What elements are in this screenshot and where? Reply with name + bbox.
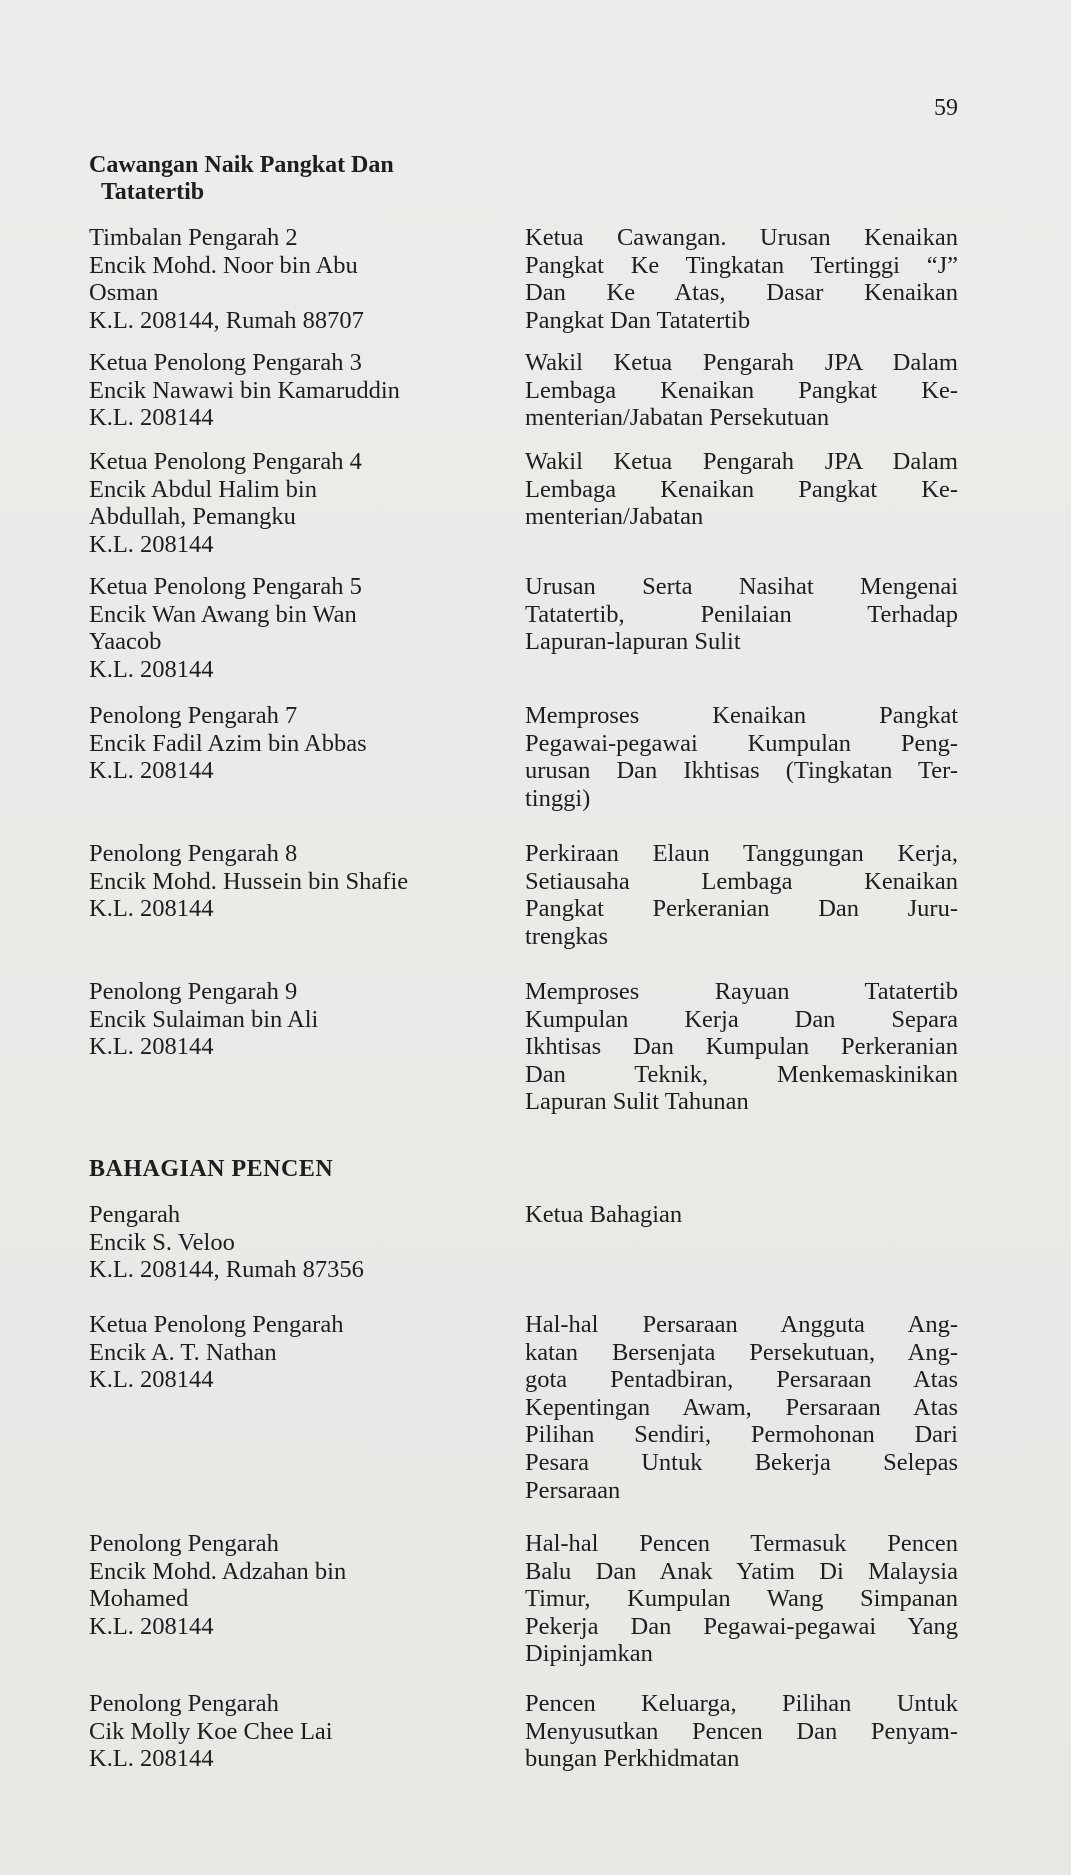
duty-line: Ketua Bahagian (525, 1201, 683, 1228)
duty-line: Pangkat Perkeranian Dan Juru- (525, 895, 958, 923)
entry-duties (525, 840, 958, 950)
officer-name: Encik Mohd. Hussein bin Shafie (89, 867, 409, 895)
officer-name: Encik Mohd. Adzahan bin (89, 1557, 347, 1585)
officer-title: Penolong Pengarah 7 (89, 702, 298, 729)
duty-line: Wakil Ketua Pengarah JPA Dalam (525, 349, 958, 376)
duty-line: Memproses Rayuan Tatatertib (525, 978, 958, 1005)
entry-officer (89, 840, 489, 923)
officer-title: Penolong Pengarah (89, 1530, 279, 1557)
officer-phone: K.L. 208144 (89, 1366, 214, 1394)
officer-title: Ketua Penolong Pengarah 3 (89, 349, 362, 376)
duty-line: Memproses Kenaikan Pangkat (525, 702, 958, 729)
duty-line: katan Bersenjata Persekutuan, Ang- (525, 1338, 958, 1366)
entry-officer (89, 1530, 489, 1640)
entry-duties (525, 978, 958, 1116)
duty-line: Perkiraan Elaun Tanggungan Kerja, (525, 840, 958, 867)
officer-name: Encik Fadil Azim bin Abbas (89, 729, 367, 757)
officer-name: Encik Mohd. Noor bin Abu (89, 251, 358, 279)
entry-duties (525, 1201, 958, 1229)
duty-line: Kepentingan Awam, Persaraan Atas (525, 1393, 958, 1421)
duty-line: Dipinjamkan (525, 1640, 653, 1668)
duty-line: Pangkat Dan Tatatertib (525, 306, 751, 334)
entry-duties (525, 573, 958, 656)
entry-duties (525, 349, 958, 432)
officer-name: Encik S. Veloo (89, 1228, 235, 1256)
duty-line: Ikhtisas Dan Kumpulan Perkeranian (525, 1033, 958, 1061)
officer-name: Cik Molly Koe Chee Lai (89, 1717, 333, 1745)
entry-officer (89, 1311, 489, 1394)
duty-line: Lapuran Sulit Tahunan (525, 1088, 749, 1116)
officer-phone: K.L. 208144 (89, 655, 214, 683)
duty-line: Urusan Serta Nasihat Mengenai (525, 573, 958, 600)
section-heading-line: Tatatertib (101, 179, 205, 205)
duty-line: Dan Ke Atas, Dasar Kenaikan (525, 279, 958, 307)
entry-officer (89, 1690, 489, 1773)
duty-line: gota Pentadbiran, Persaraan Atas (525, 1366, 958, 1394)
officer-name: Encik Wan Awang bin Wan (89, 600, 357, 628)
entry-duties (525, 1690, 958, 1773)
duty-line: Hal-hal Pencen Termasuk Pencen (525, 1530, 958, 1557)
duty-line: Balu Dan Anak Yatim Di Malaysia (525, 1557, 958, 1585)
entry-duties (525, 448, 958, 531)
officer-title: Timbalan Pengarah 2 (89, 224, 298, 251)
duty-line: bungan Perkhidmatan (525, 1745, 740, 1773)
duty-line: tinggi) (525, 784, 591, 812)
officer-phone: K.L. 208144 (89, 895, 214, 923)
officer-phone: K.L. 208144 (89, 530, 214, 558)
officer-phone: K.L. 208144, Rumah 87356 (89, 1256, 364, 1284)
entry-duties (525, 224, 958, 334)
duty-line: Menyusutkan Pencen Dan Penyam- (525, 1717, 958, 1745)
officer-phone: K.L. 208144 (89, 757, 214, 785)
section-heading (89, 152, 489, 206)
officer-name: Encik A. T. Nathan (89, 1338, 277, 1366)
duty-line: Timur, Kumpulan Wang Simpanan (525, 1585, 958, 1613)
officer-phone: K.L. 208144 (89, 404, 214, 432)
officer-name: Abdullah, Pemangku (89, 503, 296, 531)
section-title: BAHAGIAN PENCEN (89, 1156, 334, 1182)
duty-line: Hal-hal Persaraan Angguta Ang- (525, 1311, 958, 1338)
entry-officer (89, 573, 489, 683)
duty-line: Tatatertib, Penilaian Terhadap (525, 600, 958, 628)
duty-line: Pesara Untuk Bekerja Selepas (525, 1448, 958, 1476)
duty-line: menterian/Jabatan Persekutuan (525, 404, 830, 432)
entry-officer (89, 349, 489, 432)
entry-officer (89, 224, 489, 334)
entry-duties (525, 1530, 958, 1668)
entry-officer (89, 448, 489, 558)
duty-line: Dan Teknik, Menkemaskinikan (525, 1060, 958, 1088)
officer-name: Yaacob (89, 628, 162, 656)
duty-line: Pekerja Dan Pegawai-pegawai Yang (525, 1612, 958, 1640)
officer-title: Ketua Penolong Pengarah 5 (89, 573, 362, 600)
officer-phone: K.L. 208144 (89, 1612, 214, 1640)
duty-line: Pencen Keluarga, Pilihan Untuk (525, 1690, 958, 1717)
duty-line: urusan Dan Ikhtisas (Tingkatan Ter- (525, 757, 958, 785)
duty-line: Kumpulan Kerja Dan Separa (525, 1005, 958, 1033)
officer-title: Ketua Penolong Pengarah 4 (89, 448, 362, 475)
duty-line: menterian/Jabatan (525, 503, 704, 531)
officer-name: Encik Sulaiman bin Ali (89, 1005, 319, 1033)
officer-title: Penolong Pengarah 8 (89, 840, 298, 867)
duty-line: Setiausaha Lembaga Kenaikan (525, 867, 958, 895)
officer-phone: K.L. 208144 (89, 1033, 214, 1061)
duty-line: Pilihan Sendiri, Permohonan Dari (525, 1421, 958, 1449)
duty-line: Pangkat Ke Tingkatan Tertinggi “J” (525, 251, 958, 279)
officer-title: Penolong Pengarah (89, 1690, 279, 1717)
officer-name: Encik Abdul Halim bin (89, 475, 317, 503)
duty-line: Lembaga Kenaikan Pangkat Ke- (525, 475, 958, 503)
officer-title: Ketua Penolong Pengarah (89, 1311, 344, 1338)
page-number: 59 (934, 95, 958, 121)
entry-duties (525, 702, 958, 812)
duty-line: trengkas (525, 922, 608, 950)
officer-name: Osman (89, 279, 159, 307)
duty-line: Persaraan (525, 1476, 621, 1504)
officer-phone: K.L. 208144 (89, 1745, 214, 1773)
officer-name: Mohamed (89, 1585, 189, 1613)
entry-officer (89, 978, 489, 1061)
entry-officer (89, 702, 489, 785)
officer-name: Encik Nawawi bin Kamaruddin (89, 376, 400, 404)
duty-line: Wakil Ketua Pengarah JPA Dalam (525, 448, 958, 475)
duty-line: Lapuran-lapuran Sulit (525, 628, 741, 656)
duty-line: Pegawai-pegawai Kumpulan Peng- (525, 729, 958, 757)
officer-title: Pengarah (89, 1201, 181, 1228)
entry-officer (89, 1201, 489, 1284)
duty-line: Lembaga Kenaikan Pangkat Ke- (525, 376, 958, 404)
section-heading-line: Cawangan Naik Pangkat Dan (89, 152, 394, 178)
entry-duties (525, 1311, 958, 1504)
duty-line: Ketua Cawangan. Urusan Kenaikan (525, 224, 958, 251)
officer-title: Penolong Pengarah 9 (89, 978, 298, 1005)
officer-phone: K.L. 208144, Rumah 88707 (89, 306, 364, 334)
